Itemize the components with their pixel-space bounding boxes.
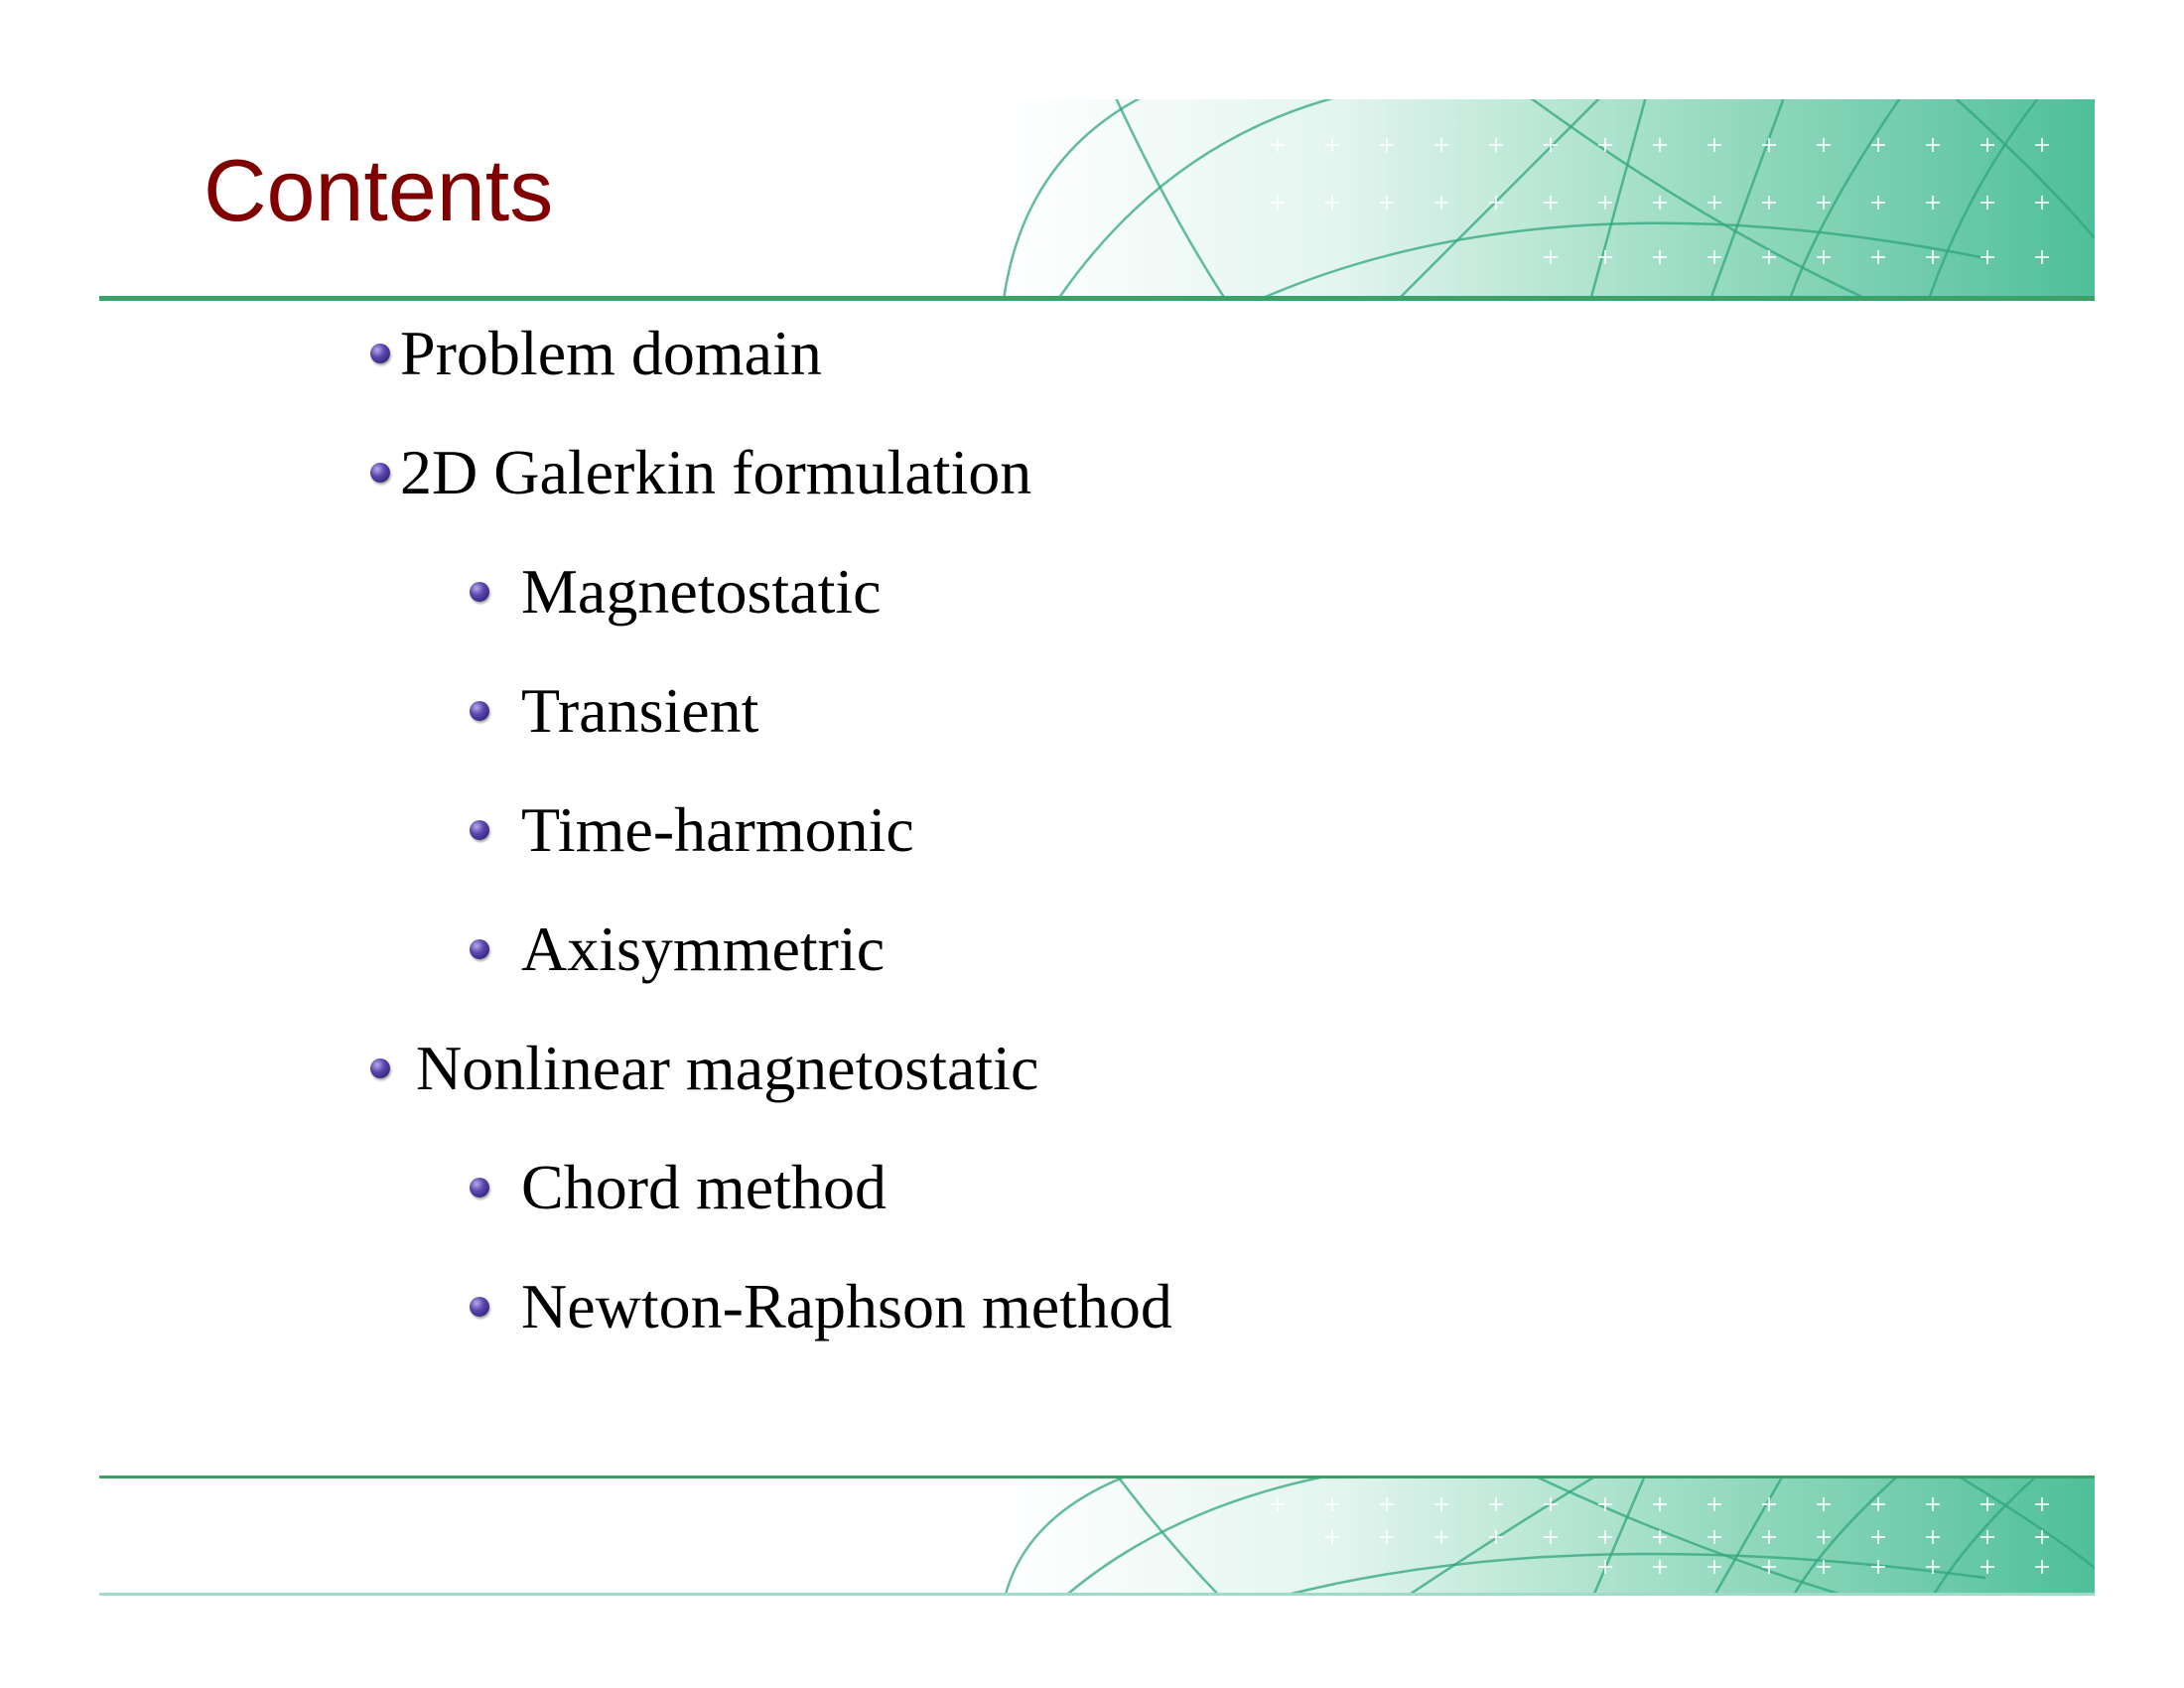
sphere-bullet-icon [470, 701, 489, 721]
sphere-bullet-icon [370, 1058, 390, 1078]
list-item [470, 1267, 1172, 1346]
list-item-text: Transient [521, 675, 759, 746]
list-item [370, 1029, 1038, 1108]
list-item-text: Axisymmetric [521, 914, 886, 984]
list-item-text: Newton-Raphson method [521, 1271, 1172, 1341]
list-item-text: Magnetostatic [521, 556, 882, 627]
list-item [470, 1148, 887, 1227]
footer-bottom-divider [99, 1593, 2095, 1596]
list-item [370, 433, 1031, 512]
slide-title: Contents [204, 141, 554, 239]
list-item [470, 552, 882, 632]
sphere-bullet-icon [370, 344, 390, 363]
sphere-bullet-icon [470, 820, 489, 840]
sphere-bullet-icon [370, 463, 390, 483]
list-item [370, 314, 822, 393]
sphere-bullet-icon [470, 582, 489, 602]
list-item [470, 671, 758, 751]
list-item-text: Problem domain [400, 318, 822, 388]
header-divider [99, 296, 2095, 301]
globe-arcs-decoration [99, 1478, 2095, 1596]
list-item [470, 910, 885, 989]
list-item-text: 2D Galerkin formulation [400, 437, 1032, 507]
list-item [470, 790, 914, 870]
sphere-bullet-icon [470, 1297, 489, 1317]
footer-decoration-band [99, 1478, 2095, 1596]
list-item-text: Time-harmonic [521, 794, 914, 865]
list-item-text: Chord method [521, 1152, 887, 1222]
sphere-bullet-icon [470, 939, 489, 959]
list-item-text: Nonlinear magnetostatic [416, 1033, 1039, 1103]
sphere-bullet-icon [470, 1178, 489, 1197]
